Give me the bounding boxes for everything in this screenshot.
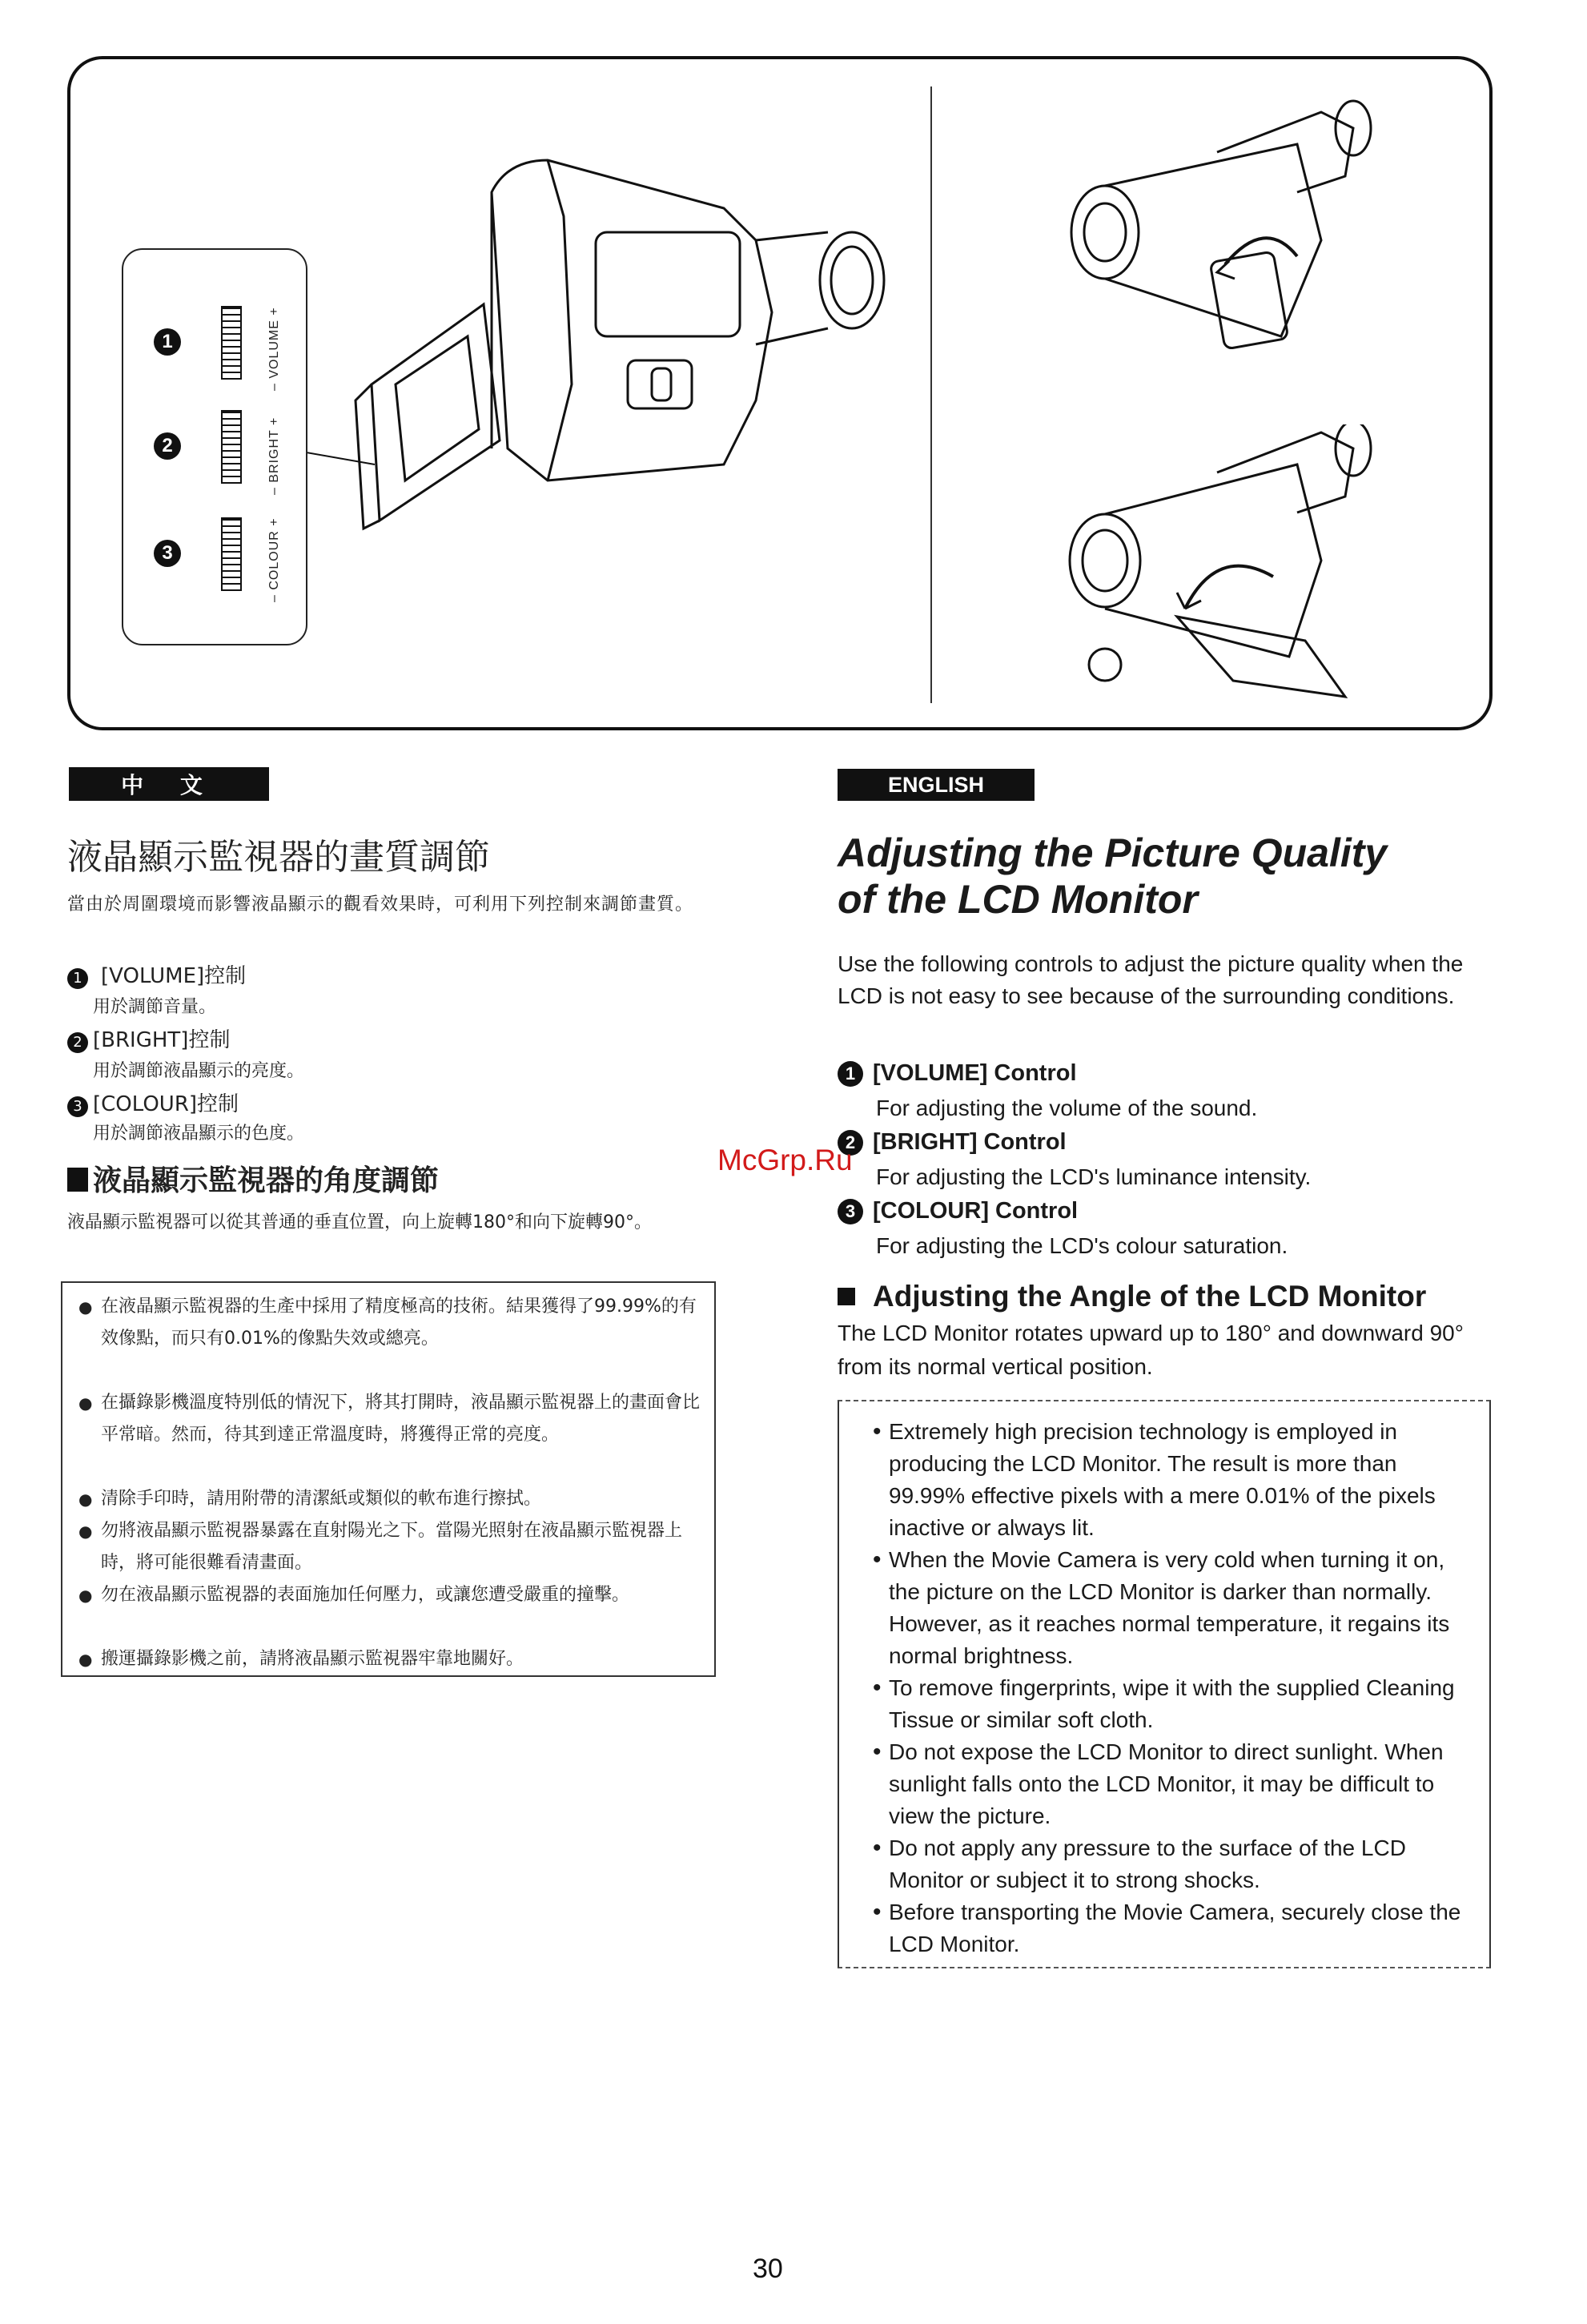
english-note-2: • When the Movie Camera is very cold when turning it on, the picture on the LCD Monitor is darker than normally. However, as it reaches normal temperature, it regains its normal brightness. [873,1544,1473,1672]
chinese-note-6: ● 搬運攝錄影機之前，請將液晶顯示監視器牢靠地關好。 [78,1643,703,1675]
chinese-sub-heading-square-icon [67,1168,88,1192]
dial-number-3: 3 [154,540,181,567]
chinese-sub-heading-text: 液晶顯示監視器的角度調節 [93,1164,440,1197]
page-number: 30 [753,2254,783,2284]
chinese-item-3-desc: 用於調節液晶顯示的色度。 [93,1124,305,1144]
english-note-1: • Extremely high precision technology is employed in producing the LCD Monitor. The result is more than 99.99% effective pixels with a mere 0.01% of the pixels inactive or always lit. [873,1416,1473,1544]
english-item-3-desc: For adjusting the LCD's colour saturation. [876,1233,1288,1258]
english-title [838,830,1526,923]
chinese-note-1: ● 在液晶顯示監視器的生產中採用了精度極高的技術。結果獲得了99.99%的有效像點，而只有0.01%的像點失效或總亮。 [78,1291,703,1355]
english-item-1-number: 1 [838,1061,863,1087]
english-item-1-desc: For adjusting the volume of the sound. [876,1096,1258,1120]
english-item-2-head: [BRIGHT] Control [873,1129,1067,1155]
chinese-note-5: ● 勿在液晶顯示監視器的表面施加任何壓力，或讓您遭受嚴重的撞擊。 [78,1579,703,1611]
english-item-3-head: [COLOUR] Control [873,1198,1079,1224]
volume-dial-label: – VOLUME + [267,307,281,391]
bright-dial-label: – BRIGHT + [267,416,281,495]
chinese-section-tag: 中 文 [69,767,269,801]
volume-dial[interactable] [221,306,242,380]
chinese-item-3-number: 3 [67,1096,88,1117]
chinese-note-2: ● 在攝錄影機溫度特別低的情況下，將其打開時，液晶顯示監視器上的畫面會比平常暗。然而，待其到達正常溫度時，將獲得正常的亮度。 [78,1387,703,1451]
chinese-item-1 [67,959,246,989]
english-intro: Use the following controls to adjust the picture quality when the LCD is not easy to see because of the surrounding conditions. [838,951,1464,1008]
english-sub-body: The LCD Monitor rotates upward up to 180° and downward 90° from its normal vertical position. [838,1321,1464,1379]
english-note-4: • Do not expose the LCD Monitor to direct sunlight. When sunlight falls onto the LCD Monitor, it may be difficult to view the picture. [873,1736,1473,1832]
english-item-3 [838,1198,1078,1224]
camcorder-lcd-rotate-upper-illustration [1057,96,1377,368]
chinese-title: 液晶顯示監視器的畫質調節 [67,837,490,878]
illustration-divider [930,86,932,703]
chinese-item-3 [67,1088,239,1117]
english-item-2-number: 2 [838,1130,863,1156]
chinese-item-1-head: [VOLUME]控制 [101,964,247,988]
english-item-1-head: [VOLUME] Control [873,1060,1077,1086]
colour-dial-label: – COLOUR + [267,517,281,602]
lcd-control-panel [122,248,307,645]
chinese-intro: 當由於周圍環境而影響液晶顯示的觀看效果時，可利用下列控制來調節畫質。 [67,895,694,915]
chinese-item-2 [67,1023,230,1053]
english-sub-heading-square-icon [838,1288,855,1305]
chinese-sub-heading [67,1158,439,1199]
chinese-item-2-number: 2 [67,1032,88,1053]
camcorder-main-illustration [307,144,916,561]
chinese-item-1-desc: 用於調節音量。 [93,997,217,1017]
english-sub-heading [838,1280,1426,1313]
chinese-item-2-desc: 用於調節液晶顯示的亮度。 [93,1061,305,1081]
bright-dial[interactable] [221,410,242,484]
english-notes-box [838,1400,1491,1968]
chinese-item-3-head: [COLOUR]控制 [93,1092,239,1116]
english-item-3-number: 3 [838,1199,863,1224]
english-note-3: • To remove fingerprints, wipe it with the supplied Cleaning Tissue or similar soft cloth. [873,1672,1473,1736]
chinese-notes-box [61,1281,716,1677]
chinese-sub-body: 液晶顯示監視器可以從其普通的垂直位置，向上旋轉180°和向下旋轉90°。 [67,1212,652,1232]
dial-number-1: 1 [154,328,181,356]
english-item-2-desc: For adjusting the LCD's luminance intensity. [876,1164,1312,1189]
english-note-5: • Do not apply any pressure to the surface of the LCD Monitor or subject it to strong shocks. [873,1832,1473,1896]
chinese-note-4: ● 勿將液晶顯示監視器暴露在直射陽光之下。當陽光照射在液晶顯示監視器上時，將可能很難看清畫面。 [78,1515,703,1579]
english-note-6: • Before transporting the Movie Camera, securely close the LCD Monitor. [873,1896,1473,1960]
watermark: McGrp.Ru [717,1144,853,1176]
english-section-tag: ENGLISH [838,769,1035,801]
dial-number-2: 2 [154,432,181,460]
english-item-1 [838,1060,1077,1087]
chinese-item-1-number: 1 [67,968,88,989]
camcorder-lcd-rotate-lower-illustration [1049,424,1385,713]
chinese-item-2-head: [BRIGHT]控制 [93,1028,231,1052]
colour-dial[interactable] [221,517,242,591]
english-title-line-2: of the LCD Monitor [838,877,1198,922]
english-item-2 [838,1129,1067,1156]
english-sub-heading-text: Adjusting the Angle of the LCD Monitor [873,1280,1427,1313]
english-title-line-1: Adjusting the Picture Quality [838,830,1388,875]
chinese-note-3: ● 清除手印時，請用附帶的清潔紙或類似的軟布進行擦拭。 [78,1483,703,1515]
